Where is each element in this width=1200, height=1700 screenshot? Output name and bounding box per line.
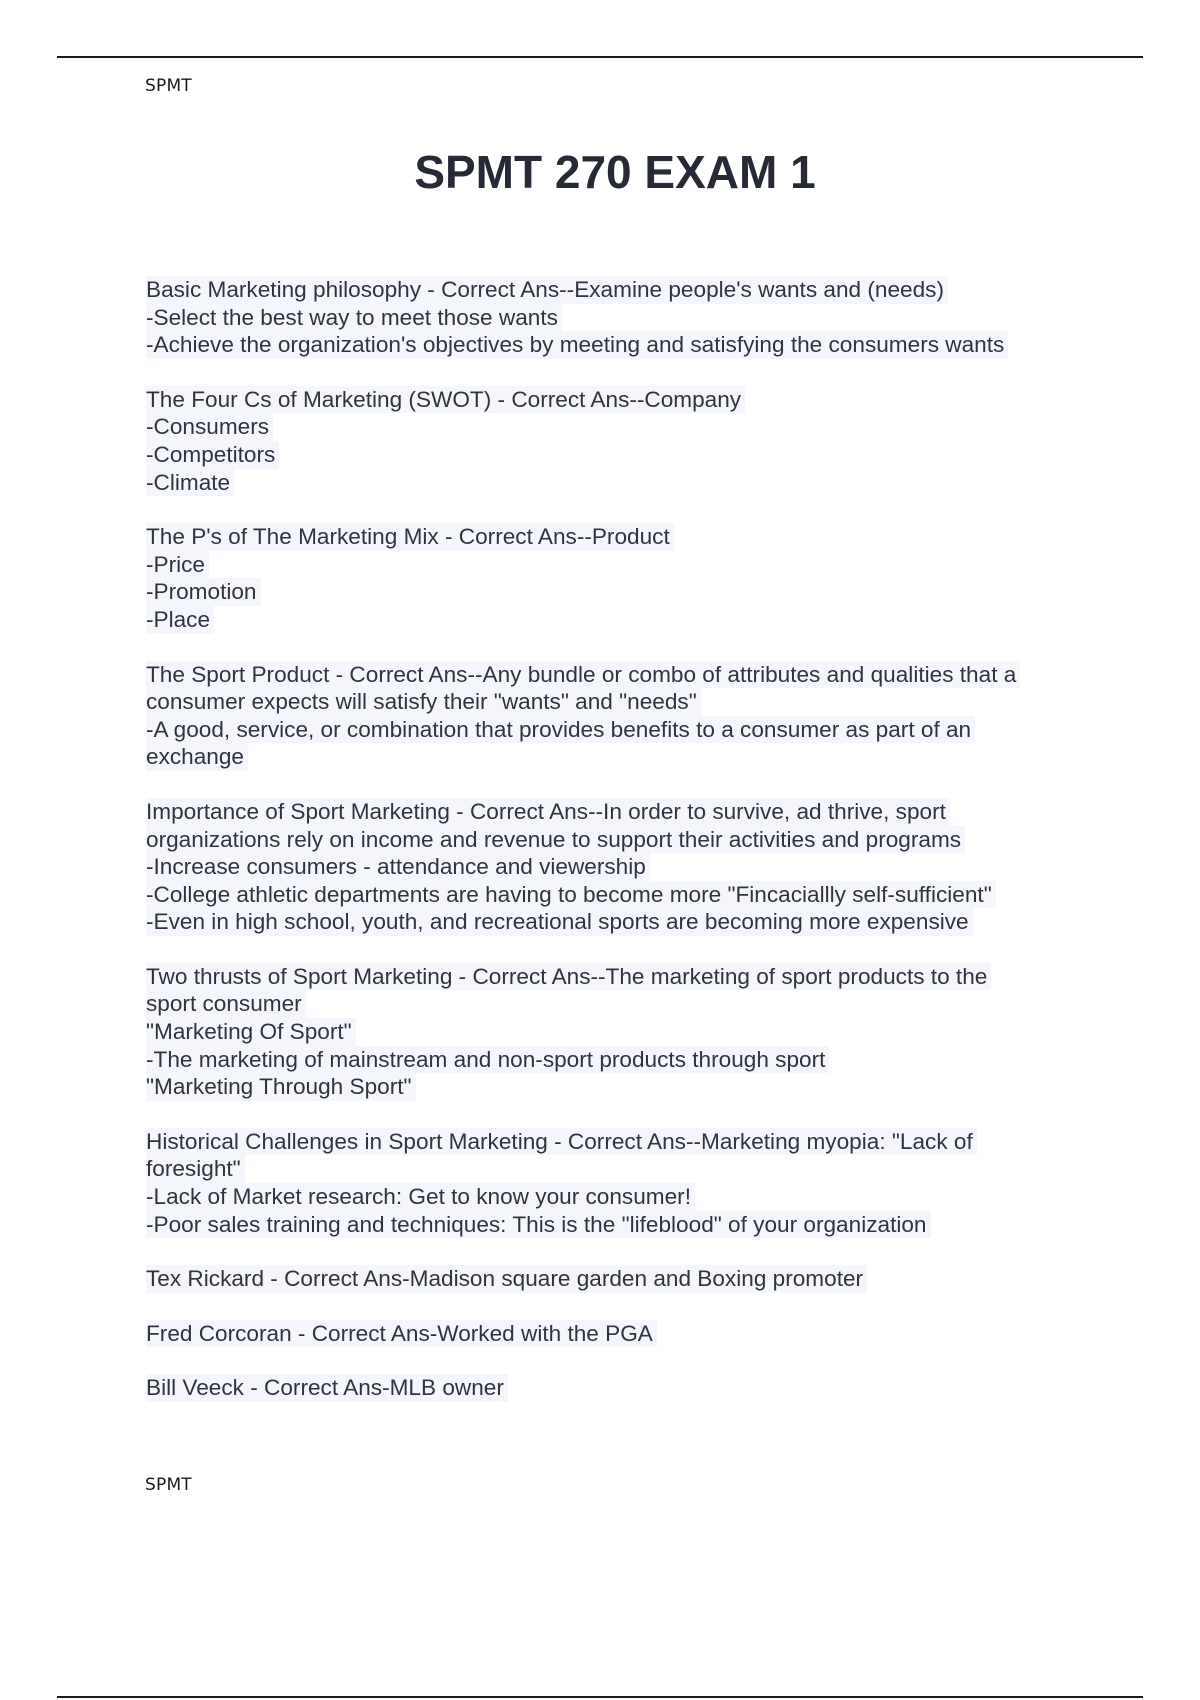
- qa-item: [146, 1320, 1096, 1348]
- qa-item: [146, 276, 1096, 359]
- qa-item: [146, 1374, 1096, 1402]
- qa-line: consumer expects will satisfy their "wants" and "needs": [146, 688, 701, 716]
- qa-line: foresight": [146, 1155, 245, 1183]
- document-title: SPMT 270 EXAM 1: [414, 146, 816, 198]
- qa-item: [146, 798, 1096, 936]
- qa-line: Bill Veeck - Correct Ans-MLB owner: [146, 1374, 508, 1402]
- bottom-rule: [57, 1696, 1143, 1698]
- page-header-label: SPMT: [145, 76, 192, 96]
- qa-line: -Even in high school, youth, and recreational sports are becoming more expensive: [146, 908, 973, 936]
- qa-line: The Sport Product - Correct Ans--Any bundle or combo of attributes and qualities that a: [146, 661, 1020, 689]
- qa-item: [146, 661, 1096, 771]
- qa-line: -Price: [146, 551, 209, 579]
- qa-line: Basic Marketing philosophy - Correct Ans--Examine people's wants and (needs): [146, 276, 948, 304]
- qa-line: -Select the best way to meet those wants: [146, 304, 562, 332]
- qa-line: -Increase consumers - attendance and viewership: [146, 853, 650, 881]
- qa-line: The Four Cs of Marketing (SWOT) - Correct Ans--Company: [146, 386, 745, 414]
- qa-item: [146, 386, 1096, 496]
- qa-item: [146, 963, 1096, 1101]
- qa-line: Historical Challenges in Sport Marketing - Correct Ans--Marketing myopia: "Lack of: [146, 1128, 977, 1156]
- qa-line: Importance of Sport Marketing - Correct Ans--In order to survive, ad thrive, sport: [146, 798, 950, 826]
- qa-line: -The marketing of mainstream and non-sport products through sport: [146, 1046, 829, 1074]
- qa-line: -Climate: [146, 469, 234, 497]
- qa-line: organizations rely on income and revenue to support their activities and programs: [146, 826, 965, 854]
- qa-item: [146, 523, 1096, 633]
- qa-line: exchange: [146, 743, 248, 771]
- qa-line: Two thrusts of Sport Marketing - Correct Ans--The marketing of sport products to the: [146, 963, 991, 991]
- page-footer-label: SPMT: [145, 1475, 192, 1495]
- qa-line: -College athletic departments are having to become more "Fincaciallly self-sufficient": [146, 881, 996, 909]
- qa-line: The P's of The Marketing Mix - Correct Ans--Product: [146, 523, 674, 551]
- qa-line: -Poor sales training and techniques: This is the "lifeblood" of your organization: [146, 1211, 931, 1239]
- qa-item: [146, 1265, 1096, 1293]
- qa-line: sport consumer: [146, 990, 306, 1018]
- qa-item: [146, 1128, 1096, 1238]
- qa-line: -Achieve the organization's objectives by meeting and satisfying the consumers wants: [146, 331, 1008, 359]
- qa-line: -Promotion: [146, 578, 261, 606]
- qa-list: [146, 276, 1096, 1429]
- qa-line: -Place: [146, 606, 214, 634]
- top-rule: [57, 56, 1143, 58]
- qa-line: Tex Rickard - Correct Ans-Madison square garden and Boxing promoter: [146, 1265, 867, 1293]
- qa-line: "Marketing Of Sport": [146, 1018, 356, 1046]
- qa-line: -Competitors: [146, 441, 279, 469]
- qa-line: -A good, service, or combination that provides benefits to a consumer as part of an: [146, 716, 975, 744]
- qa-line: "Marketing Through Sport": [146, 1073, 416, 1101]
- qa-line: -Lack of Market research: Get to know your consumer!: [146, 1183, 695, 1211]
- qa-line: Fred Corcoran - Correct Ans-Worked with the PGA: [146, 1320, 657, 1348]
- qa-line: -Consumers: [146, 413, 273, 441]
